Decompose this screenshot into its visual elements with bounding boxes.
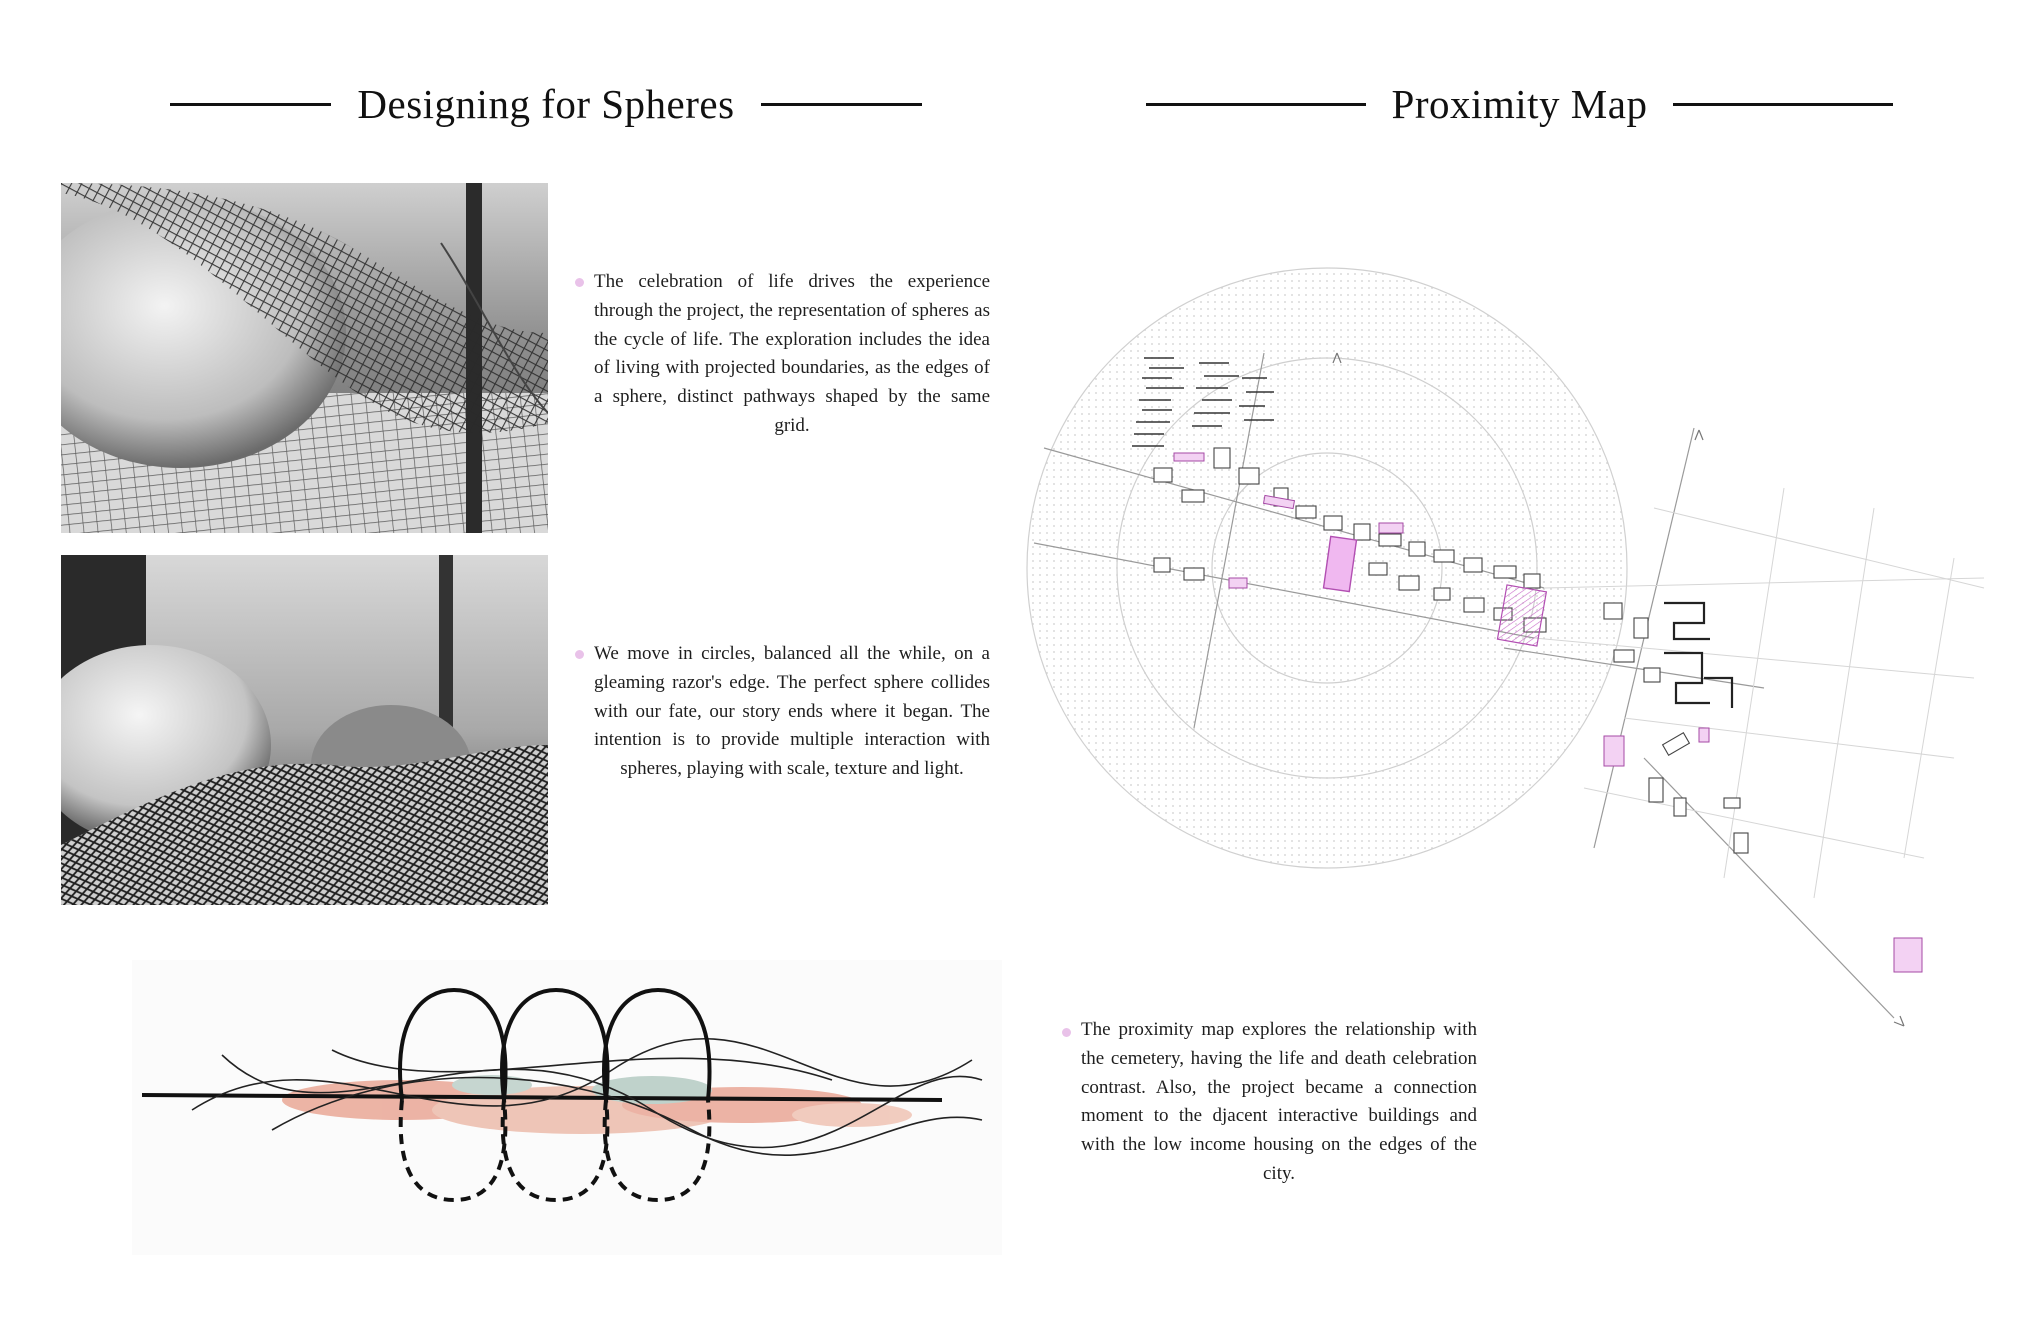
proximity-map xyxy=(1024,258,2024,1058)
heading-rule-left xyxy=(1146,103,1366,106)
pink-dot-bullet-icon xyxy=(575,650,584,659)
pink-dot-bullet-icon xyxy=(1062,1028,1071,1037)
heading-rule-right xyxy=(1673,103,1893,106)
left-section-title: Designing for Spheres xyxy=(357,81,735,127)
heading-rule-left xyxy=(170,103,331,106)
heading-rule-right xyxy=(761,103,922,106)
paragraph-move-in-circles: We move in circles, balanced all the while, on a gleaming razor's edge. The perfect sphere collides with our fate, our story ends where it began. The intention is to provide multiple interaction with spheres, playing with scale, texture and light. xyxy=(594,643,990,780)
right-section-heading xyxy=(1142,74,1897,134)
pink-dot-bullet-icon xyxy=(575,278,584,287)
sphere-mesh-photo-2 xyxy=(61,555,548,905)
sphere-mesh-photo-1 xyxy=(61,183,548,533)
paragraph-proximity-map: The proximity map explores the relationship with the cemetery, having the life and death celebration contrast. Also, the project became a connection moment to the djacent interactive buildings and with the low income housing on the edges of the city. xyxy=(1081,1019,1477,1184)
left-section-heading xyxy=(170,74,922,134)
paragraph-celebration-of-life: The celebration of life drives the experience through the project, the representation of spheres as the cycle of life. The exploration includes the idea of living with projected boundaries, as the edges of a sphere, distinct pathways shaped by the same grid. xyxy=(594,271,990,436)
sphere-concept-sketch xyxy=(132,960,1002,1255)
right-section-title: Proximity Map xyxy=(1391,81,1648,127)
